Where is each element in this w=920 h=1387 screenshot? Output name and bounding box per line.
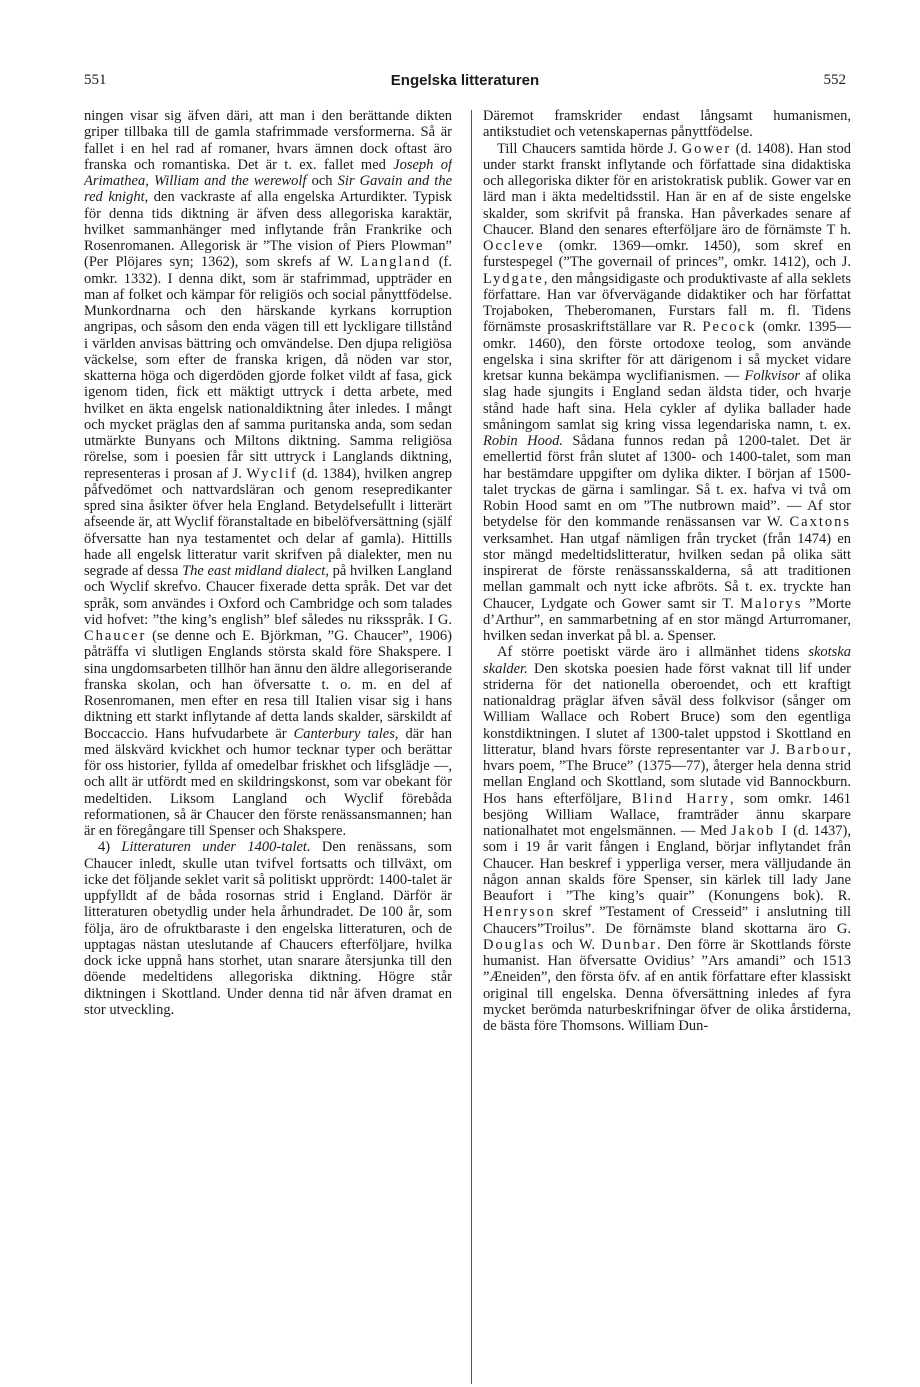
column-divider xyxy=(471,110,472,1384)
paragraph: Däremot framskrider endast långsamt humanismen, antikstudiet och vetenskapernas pånyttfödelse. xyxy=(483,108,851,141)
paragraph: Af större poetiskt värde äro i allmänhet tidens skotska skalder. Den skotska poesien hade först vaknat till lif under striderna för det nationella oberoendet, och ett kraftigt nationaldrag präglar äfven såväl dess folkvisor (sånger om William Wallace och Robert Bruce) som den egentliga konstdiktningen. I slutet af 1300-talet uppstod i Skottland en litteratur, bland hvars förste representanter var J. Barbour, hvars poem, ”The Bruce” (1375—77), återger hela denna strid mellan England och Skottland, som slutade vid Bannockburn. Hos hans efterföljare, Blind Harry, som omkr. 1461 besjöng William Wallace, framträder ännu skarpare nationalhatet mot engelsmännen. — Med Jakob I (d. 1437), som i 19 år varit fången i England, börjar inflytandet från Chaucer. Han beskref i ypperliga verser, mera välljudande än någon annan skalds före Spenser, sin kärlek till lady Jane Beaufort i ”The king’s quair” (Konungens bok). R. Henryson skref ”Testament of Cresseid” i anslutning till Chaucers”Troilus”. De förnämste bland skottarna äro G. Douglas och W. Dunbar. Den förre är Skottlands förste humanist. Han öfversatte Ovidius’ ”Ars amandi” och 1513 ”Æneiden”, den första öfv. af en antik författare efter klassiskt original till engelska. Denna öfversättning inledes af fyra mycket berömda naturbeskrifningar öfver de olika årstiderna, de bästa före Thomsons. William Dun- xyxy=(483,644,851,1034)
page-number-left: 551 xyxy=(84,72,107,88)
right-column xyxy=(483,108,851,1370)
page-number-right: 552 xyxy=(823,72,846,88)
paragraph: Till Chaucers samtida hörde J. Gower (d. 1408). Han stod under starkt franskt inflytande och författade sina didaktiska och allegoriska dikter för en aristokratisk publik. Gower var en lärd man i äkta medeltidsstil. Han är en af de siste engelske skalder, som skrifvit på franska. Han påverkades senare af Chaucer. Bland den senares efterföljare äro de förnämste T h. Occleve (omkr. 1369—omkr. 1450), som skref en furstespegel (”The governail of princes”, omkr. 1412), och J. Lydgate, den mångsidigaste och produktivaste af alla seklets författare. Han var öfvervägande didaktiker och har författat Trojaboken, Theberomanen, Furstars fall m. fl. Tidens förnämste prosaskriftställare var R. Pecock (omkr. 1395—omkr. 1460), den förste ortodoxe teolog, som använde engelska i sina skrifter för att därigenom i så mycket vidare kretsar kunna bekämpa wyclifianismen. — Folkvisor af olika slag hade sjungits i England sedan äldsta tider, och hvarje stånd hade haft sina. Hela cykler af dylika ballader hade småningom samlat sig kring vissa legendariska namn, t. ex. Robin Hood. Sådana funnos redan på 1200-talet. Det är emellertid först från slutet af 1300- och 1400-talet, som man har bestämdare uppgifter om dylika dikter. I början af 1500-talet tryckas de gärna i samlingar. Så t. ex. hafva vi två om Robin Hood samt en om ”The nutbrown maid”. — Af stor betydelse för den kommande renässansen var W. Caxtons verksamhet. Han utgaf nämligen från trycket (från 1474) en stor mängd medeltidslitteratur, hvilken sedan på olika sätt inspirerat de förste renässansskalderna, så att traditionen mellan gammalt och nytt icke afbröts. Så t. ex. tryckte han Chaucer, Lydgate och Gower samt sir T. Malorys ”Morte d’Arthur”, en sammarbetning af en stor mängd Arturromaner, hvilken sedan inverkat på bl. a. Spenser. xyxy=(483,140,851,644)
paragraph: 4) Litteraturen under 1400-talet. Den renässans, som Chaucer inledt, skulle utan tvifvel fortsatts och tillväxt, om icke det följande seklet varit så politiskt upprördt: 1400-talet är uppfylldt af de båda rosornas strid i England. Därför är litteraturen obetydlig under hela århundradet. De 100 år, som följa, äro de ofruktbaraste i den engelska litteraturen, och de upptagas nästan uteslutande af Chaucers efterföljare, hvilka dock icke uppnå hans storhet, utan snarare återsjunka till den döende medeltidens allegoriska diktning. Högre står diktningen i Skottland. Under denna tid når äfven dramat en stor utveckling. xyxy=(84,839,452,1018)
left-column xyxy=(84,108,452,1370)
page-header xyxy=(84,72,846,94)
running-title: Engelska litteraturen xyxy=(390,72,540,89)
paragraph: ningen visar sig äfven däri, att man i den berättande dikten griper tillbaka till de gamla stafrimmade versformerna. Så är fallet i en hel rad af romaner, hvars ämnen dock oftast äro franska och romantiska. Det är t. ex. fallet med Joseph of Arimathea, William and the werewolf och Sir Gavain and the red knight, den vackraste af alla engelska Arturdikter. Typisk för denna tids diktning är äfven dess allegoriska karaktär, hvilket sammanhänger med inflytande från Frankrike och Rosenromanen. Allegorisk är ”The vision of Piers Plowman” (Per Plöjares syn; 1362), som skrefs af W. Langland (f. omkr. 1332). I denna dikt, som är stafrimmad, uppträder en man af folket och kämpar för religiös och social pånyttfödelse. Munkordnarna och den härskande kyrkans korruption angripas, och såsom den enda vägen till ett lyckligare tillstånd i världen anvisas bättring och omvändelse. Den djupa religiösa väckelse, som efter de franska krigen, då nöden var stor, skatterna höga och digerdöden gjorde folket vildt af fasa, gick igenom tiden, fick ett mäktigt uttryck i detta arbete, med hvilket en äkta engelsk nationaldiktning åter inledes. I mångt och mycket präglas den af samma puritanska anda, som sedan utmärkte Bunyans och Miltons diktning. Samma religiösa rörelse, som i poesien får sitt uttryck i Langlands diktning, representeras i prosan af J. Wyclif (d. 1384), hvilken angrep påfvedömet och nattvardsläran och genom resepredikanter spred sina åsikter öfver hela England. Betydelsefullt i litterärt afseende är, att Wyclif föranstaltade en bibelöfversättning (själf öfversatte han nya testamentet och delar af gamla). Hittills hade all engelsk litteratur varit skrifven på dialekter, men nu segrade af dessa The east midland dialect, på hvilken Langland och Wyclif skrefvo. Chaucer fixerade detta språk. Det var det språk, som användes i Oxford och Cambridge och som talades vid hofvet: ”the king’s english” blef således nu riksspråk. I G. Chaucer (se denne och E. Björkman, ”G. Chaucer”, 1906) påträffa vi slutligen Englands största skald före Shakspere. I sina ungdomsarbeten tillhör han ännu den äldre allegoriserande franska skolan, och han öfversatte t. o. m. en del af Rosenromanen, men efter en resa till Italien visar sig i hans diktning ett starkt inflytande af detta lands skalder, särskildt af Boccaccio. Hans hufvudarbete är Canterbury tales, där han med älskvärd kvickhet och humor tecknar typer och berättar för oss historier, fyllda af omedelbar friskhet och lifsglädje —, och allt är utfördt med en skildringskonst, som var obekant för medeltiden. Liksom Langland och Wyclif förebåda reformationen, så är Chaucer den förste renässansmannen; han är en föregångare till Spenser och Shakspere. xyxy=(84,108,452,839)
